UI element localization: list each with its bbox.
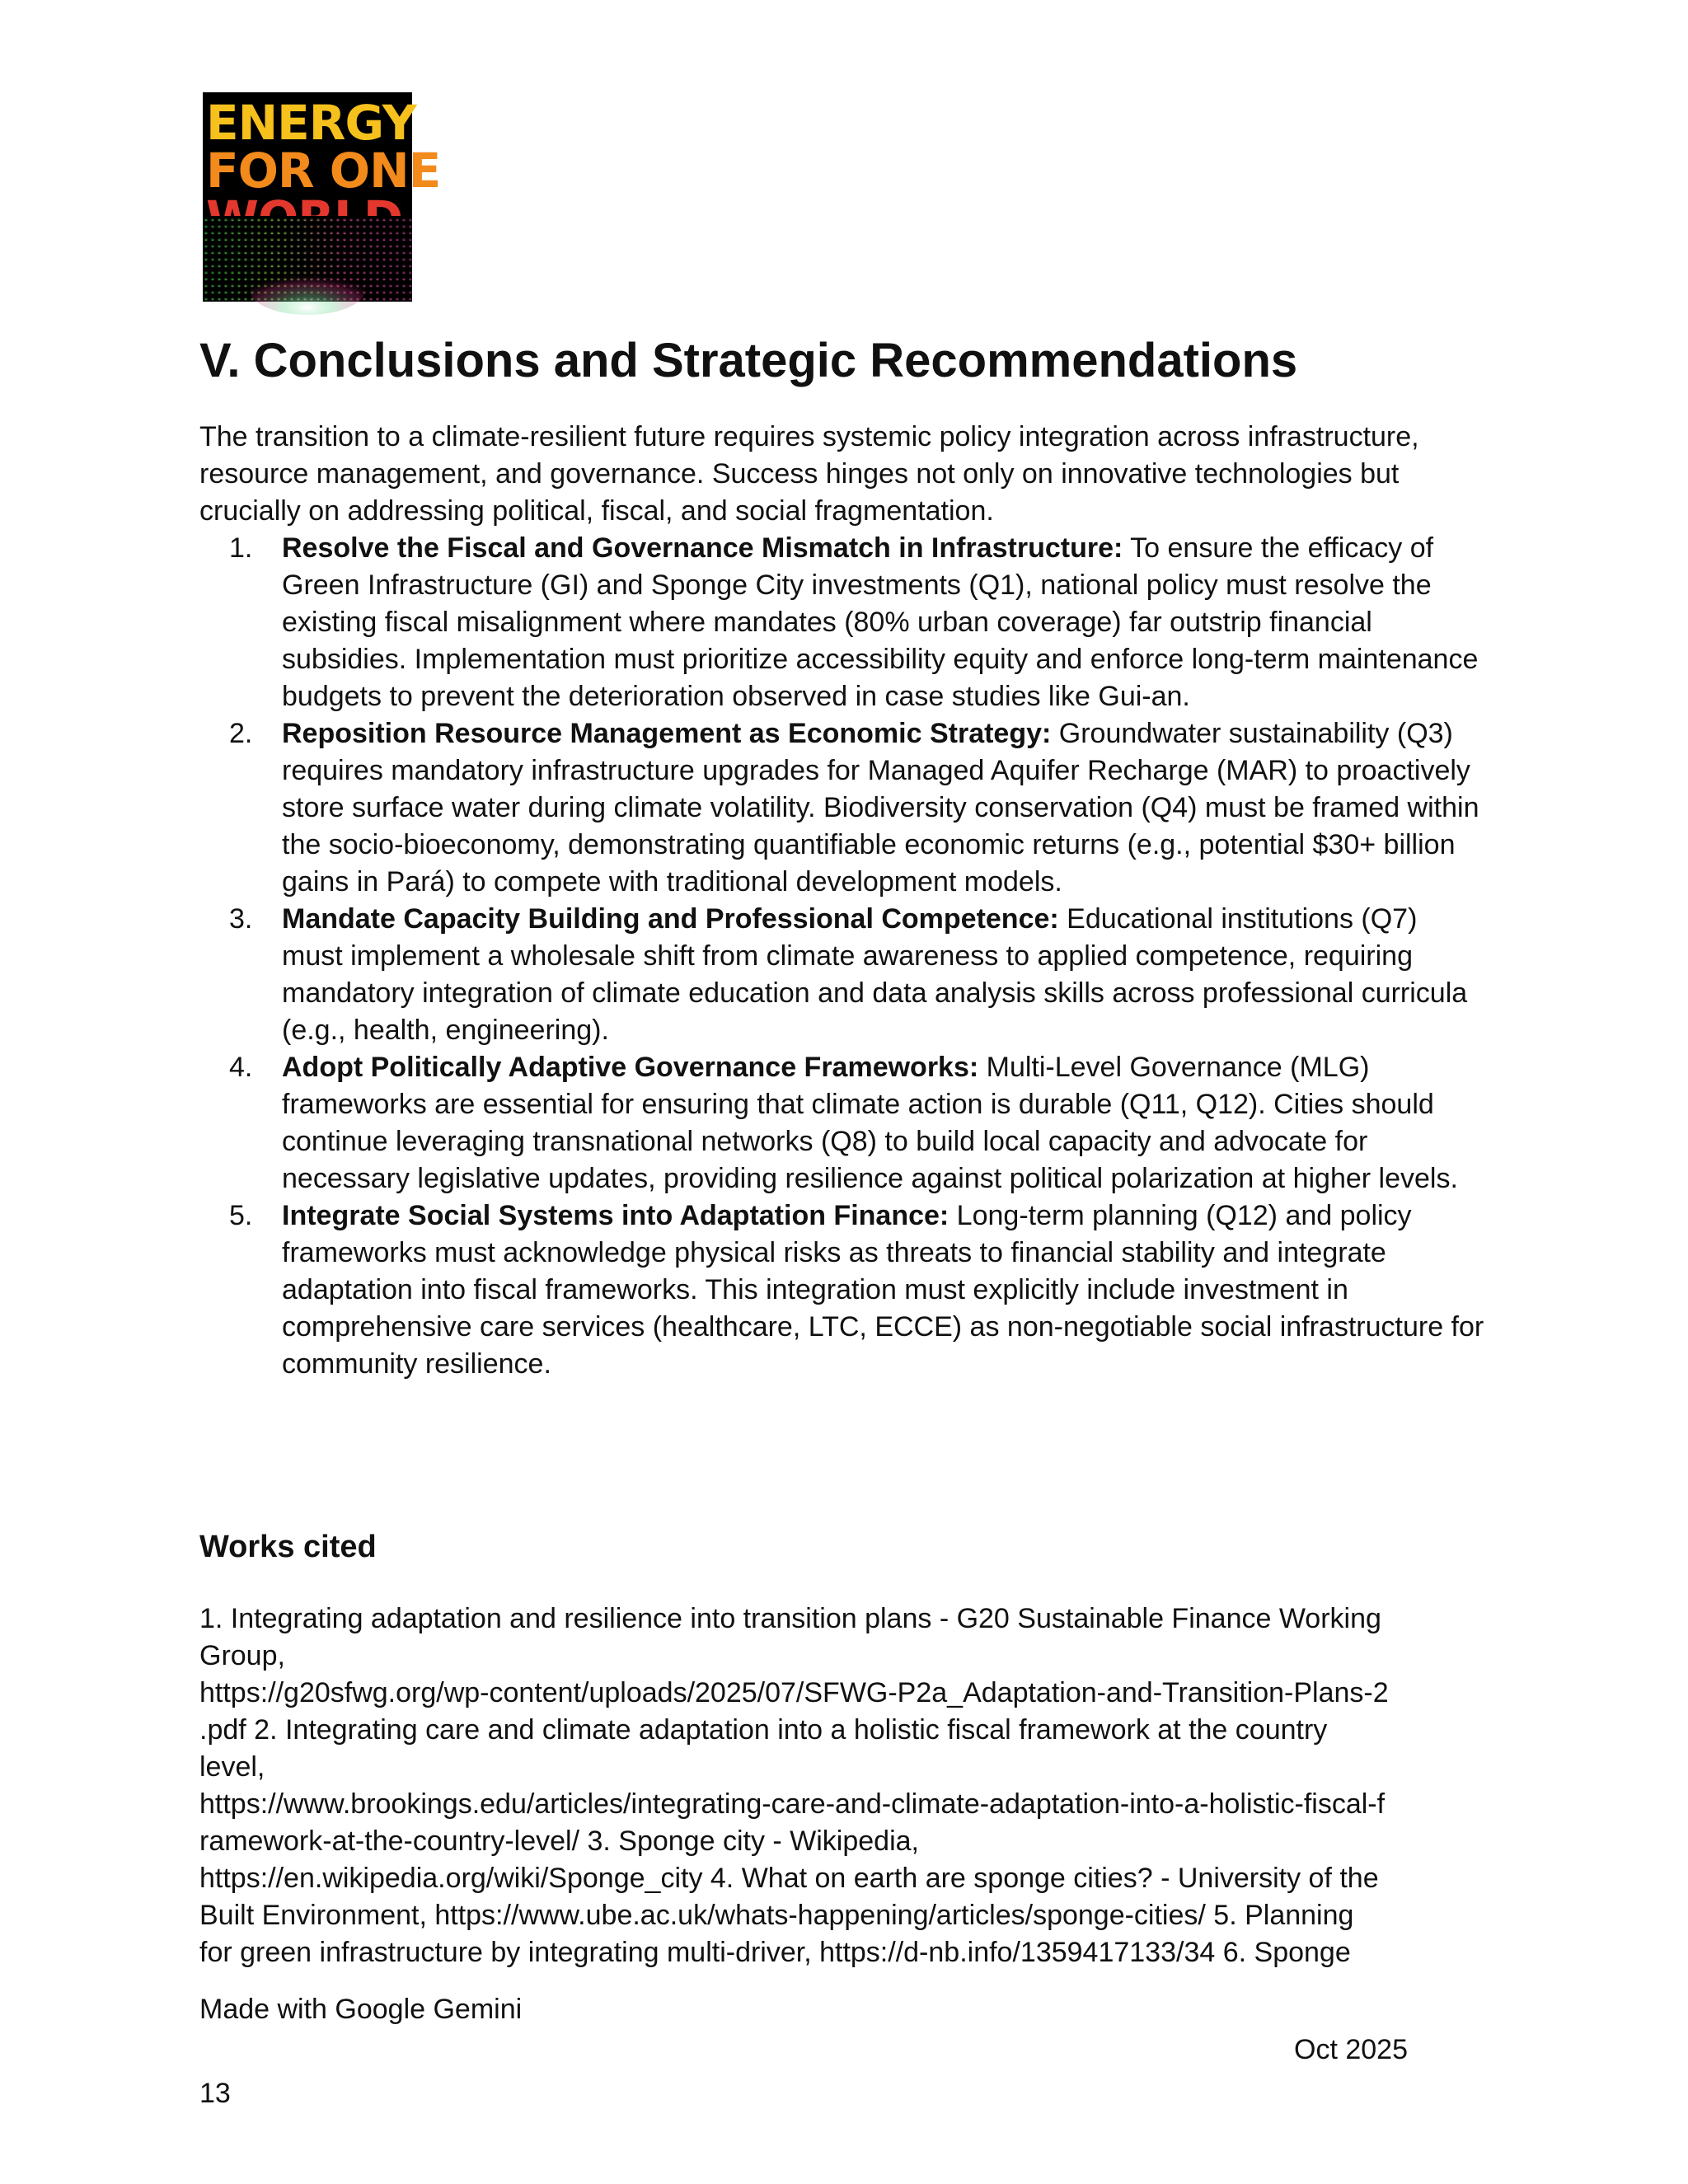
recommendation-item (199, 901, 1485, 1049)
footer-made-with: Made with Google Gemini (199, 1994, 523, 2025)
recommendation-body: Long-term planning (Q12) and policy frameworks must acknowledge physical risks as threats to financial stability and integrate adaptation into fiscal frameworks. This integration must explicitly include investment in comprehensive care services (healthcare, LTC, ECCE) as non-negotiable social infrastructure for community resilience. (282, 1200, 1484, 1380)
works-cited-line: .pdf 2. Integrating care and climate adaptation into a holistic fiscal framework at the country (199, 1714, 1328, 1746)
works-cited-line: ramework-at-the-country-level/ 3. Sponge city - Wikipedia, (199, 1825, 919, 1857)
recommendation-body: Educational institutions (Q7) must implement a wholesale shift from climate awareness to applied competence, requiring mandatory integration of climate education and data analysis skills across professional curricula (e.g., health, engineering). (282, 903, 1468, 1046)
recommendation-heading: Integrate Social Systems into Adaptation Finance: (282, 1200, 950, 1231)
recommendation-item (199, 715, 1485, 901)
works-cited-line: Group, (199, 1640, 285, 1671)
recommendation-heading: Reposition Resource Management as Economic Strategy: (282, 718, 1052, 749)
list-number: 4. (229, 1052, 253, 1083)
recommendations-list (199, 530, 1485, 1383)
recommendation-body: To ensure the efficacy of Green Infrastructure (GI) and Sponge City investments (Q1), national policy must resolve the existing fiscal misalignment where mandates (80% urban coverage) far outstrip financial subsidies. Implementation must prioritize accessibility equity and enforce long-term maintenance budgets to prevent the deterioration observed in case studies like Gui-an. (282, 532, 1479, 712)
recommendation-heading: Resolve the Fiscal and Governance Mismatch in Infrastructure: (282, 532, 1123, 564)
works-cited-line: level, (199, 1751, 265, 1783)
intro-paragraph: The transition to a climate-resilient future requires systemic policy integration across infrastructure, resource management, and governance. Success hinges not only on innovative technologies but crucially on addressing political, fiscal, and social fragmentation. (199, 421, 1419, 527)
logo-dot-pattern-graphic (203, 216, 412, 302)
works-cited-line: for green infrastructure by integrating multi-driver, https://d-nb.info/1359417133/34 6. Sponge (199, 1937, 1351, 1968)
works-cited-line: https://en.wikipedia.org/wiki/Sponge_city 4. What on earth are sponge cities? - University of the (199, 1863, 1379, 1894)
works-cited-list (199, 1601, 1485, 1971)
works-cited-line: 1. Integrating adaptation and resilience into transition plans - G20 Sustainable Finance Working (199, 1603, 1381, 1634)
logo-line-2: FOR ONE (206, 143, 441, 199)
logo-line-1: ENERGY (206, 95, 416, 151)
energy-for-one-world-logo (203, 92, 441, 302)
recommendation-item (199, 1197, 1485, 1383)
recommendation-item (199, 1049, 1485, 1197)
footer-date: Oct 2025 (1294, 2034, 1408, 2065)
list-number: 2. (229, 718, 253, 749)
works-cited-line: Built Environment, https://www.ube.ac.uk/whats-happening/articles/sponge-cities/ 5. Planning (199, 1900, 1354, 1931)
recommendation-body: Groundwater sustainability (Q3) requires mandatory infrastructure upgrades for Managed Aquifer Recharge (MAR) to proactively store surface water during climate volatility. Biodiversity conservation (Q4) must be framed within the socio-bioeconomy, demonstrating quantifiable economic returns (e.g., potential $30+ billion gains in Pará) to compete with traditional development models. (282, 718, 1479, 898)
recommendation-heading: Mandate Capacity Building and Professional Competence: (282, 903, 1059, 935)
list-number: 3. (229, 903, 253, 935)
recommendation-body: Multi-Level Governance (MLG) frameworks are essential for ensuring that climate action is durable (Q11, Q12). Cities should continue leveraging transnational networks (Q8) to build local capacity and advocate for necessary legislative updates, providing resilience against political polarization at higher levels. (282, 1052, 1458, 1194)
section-title: V. Conclusions and Strategic Recommendations (199, 334, 1298, 387)
list-number: 1. (229, 532, 253, 564)
works-cited-heading: Works cited (199, 1530, 377, 1564)
works-cited-link[interactable]: https://www.brookings.edu/articles/integrating-care-and-climate-adaptation-into-a-holistic-fiscal-f (199, 1788, 1386, 1820)
recommendation-item (199, 530, 1485, 715)
recommendation-heading: Adopt Politically Adaptive Governance Frameworks: (282, 1052, 979, 1083)
page-number: 13 (199, 2078, 231, 2109)
list-number: 5. (229, 1200, 253, 1231)
works-cited-link[interactable]: https://g20sfwg.org/wp-content/uploads/2025/07/SFWG-P2a_Adaptation-and-Transition-Plans-2 (199, 1677, 1389, 1708)
